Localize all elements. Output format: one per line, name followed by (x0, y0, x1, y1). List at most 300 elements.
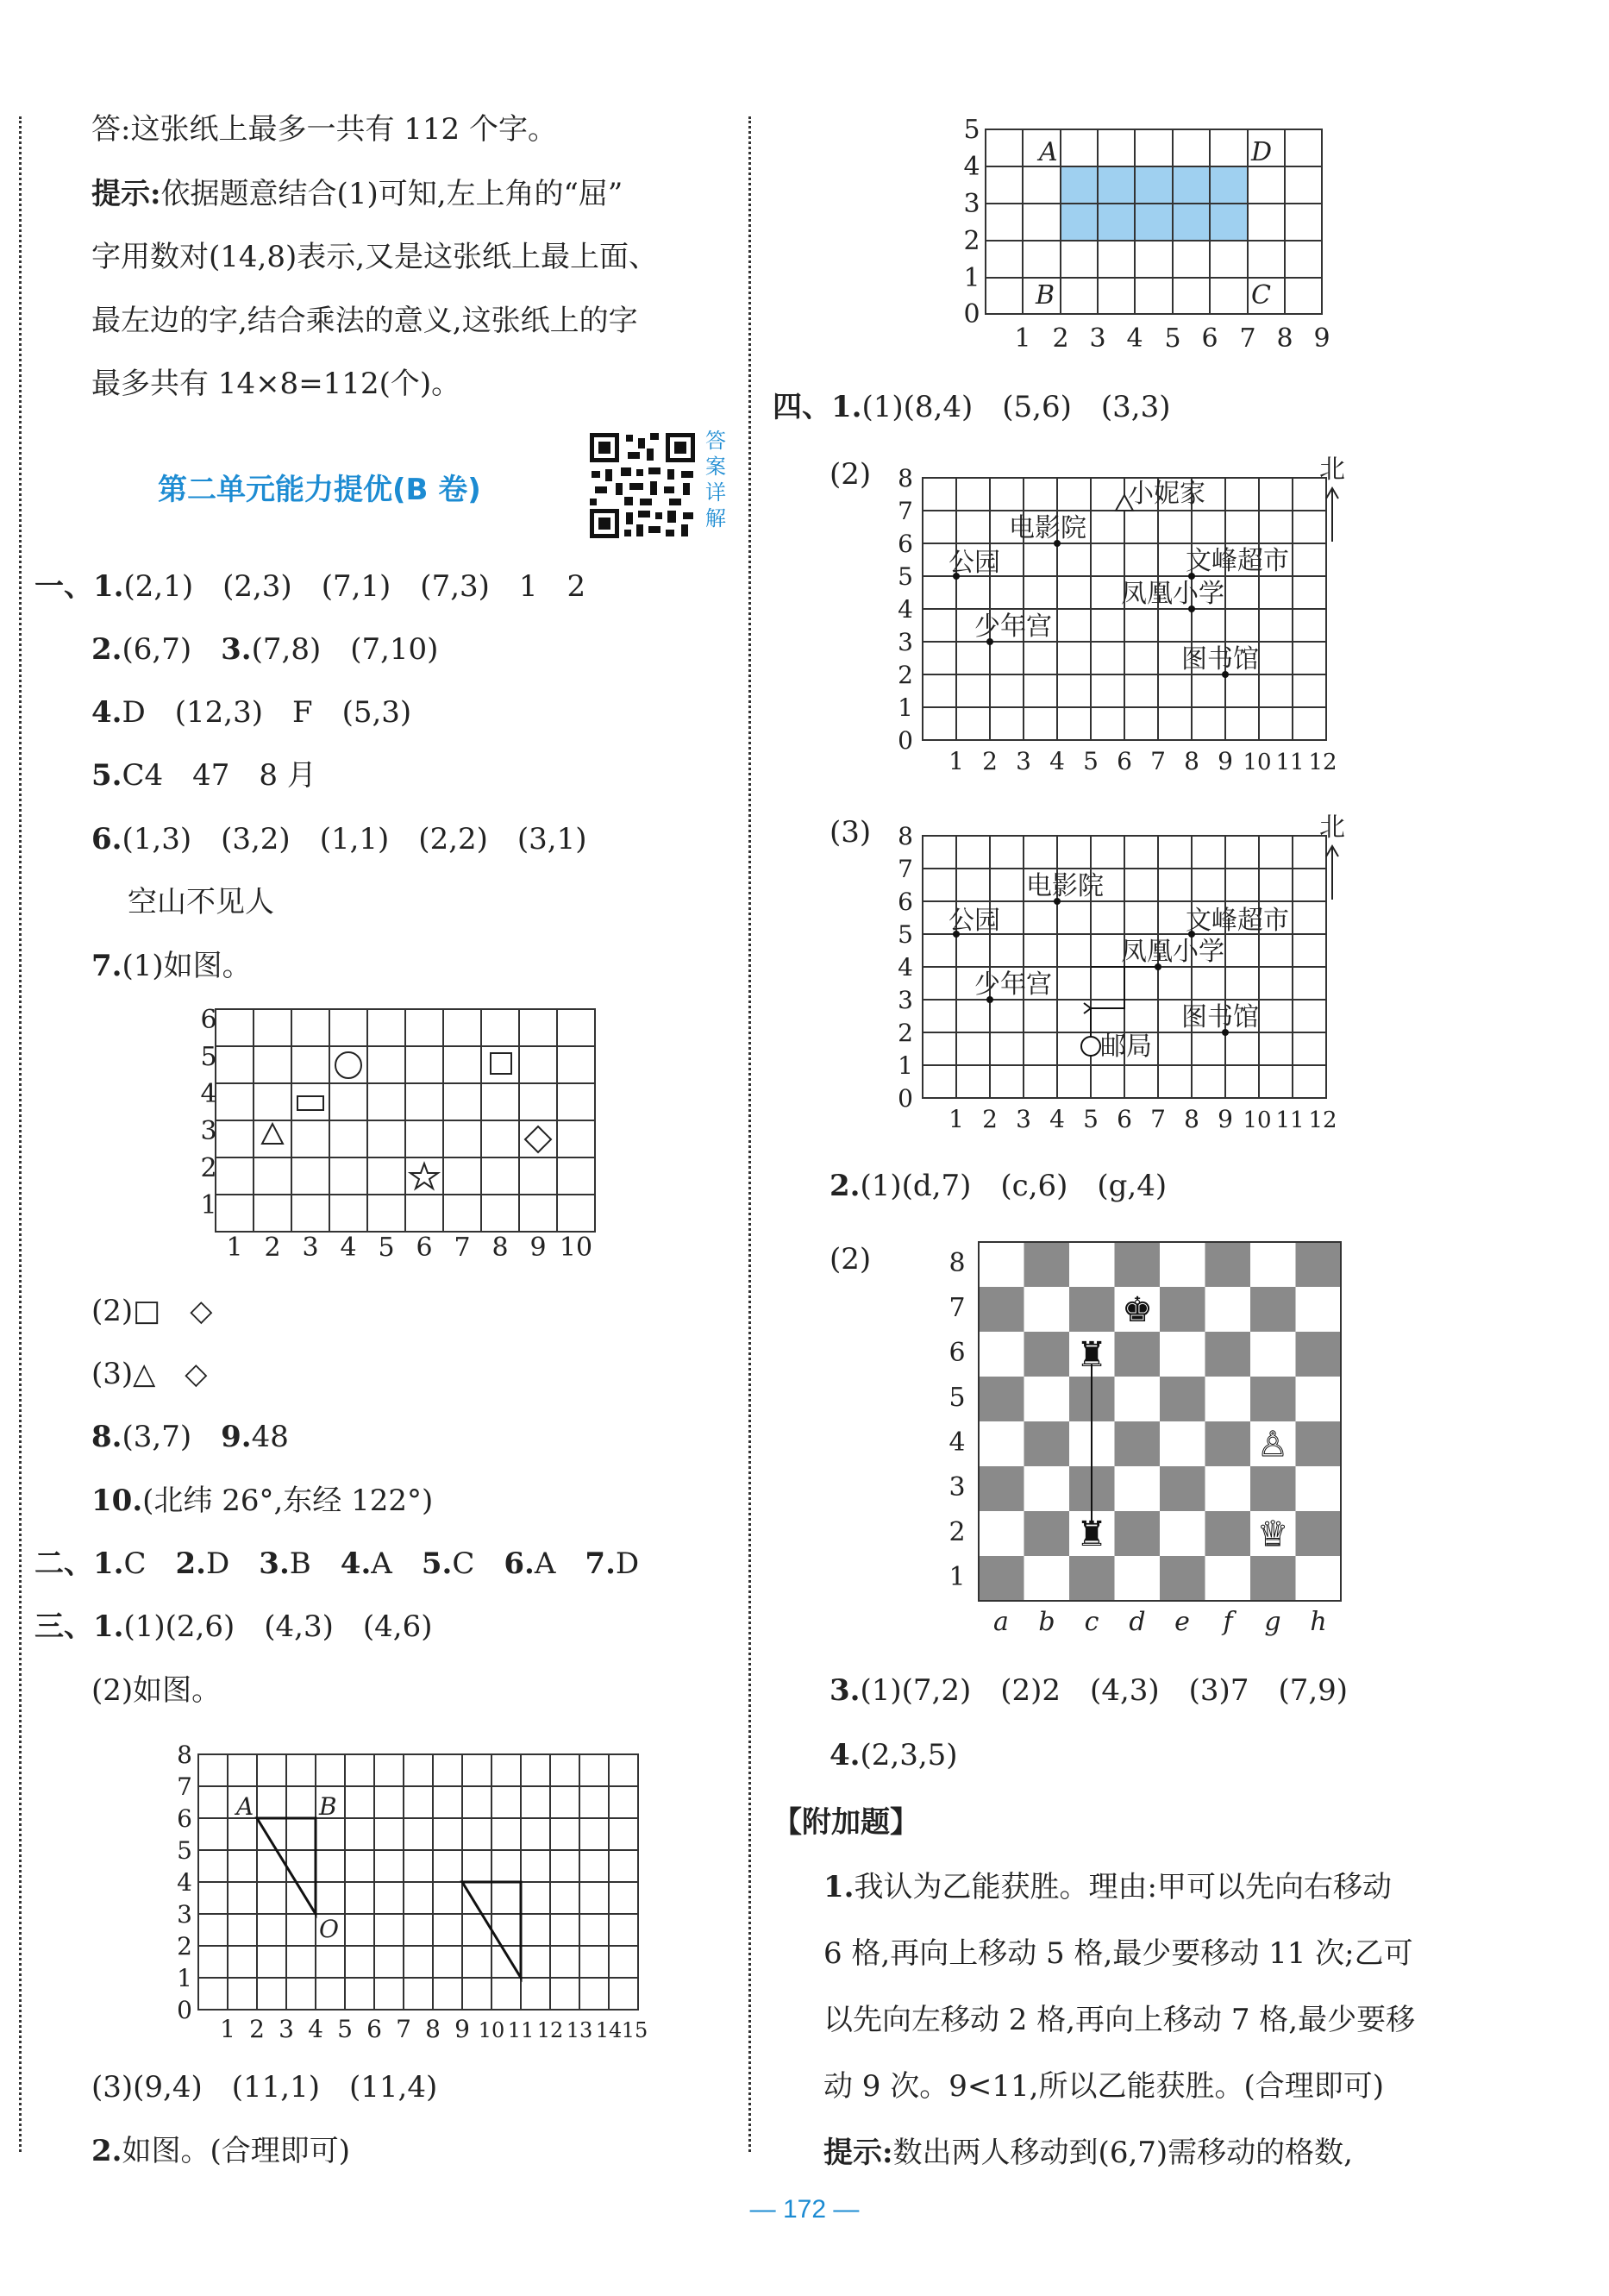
m2-x-5: 5 (1083, 747, 1099, 775)
q7-x-4: 4 (340, 1233, 357, 1259)
p2-ans-5: C (452, 1546, 475, 1581)
p3-x-13: 13 (566, 2018, 593, 2042)
board-square (1205, 1242, 1251, 1287)
p3-q2-text: 如图。(合理即可) (122, 2134, 351, 2168)
board-square (1024, 1421, 1070, 1466)
rect-label-d: D (1251, 137, 1273, 167)
p3-x-14: 14 (595, 2018, 623, 2042)
extra-title: 【附加题】 (773, 1805, 919, 1840)
p3-x-12: 12 (536, 2018, 564, 2042)
row-7: 7 (948, 1293, 966, 1323)
m2-x-3: 3 (1016, 747, 1031, 775)
m2-x-7: 7 (1150, 747, 1166, 775)
extra-hint-label: 提示: (823, 2136, 893, 2170)
board-square (1024, 1511, 1070, 1556)
part1-q7 (91, 949, 252, 983)
p2-num-3: 3. (259, 1546, 290, 1581)
m3-x-7: 7 (1150, 1105, 1166, 1133)
board-square (1160, 1242, 1205, 1287)
part1-q1 (34, 569, 585, 604)
q7-sub2: (2)□ ◇ (91, 1294, 213, 1328)
board-square (1250, 1287, 1296, 1332)
q9-num: 9. (221, 1420, 252, 1454)
m3-x-1: 1 (948, 1105, 964, 1133)
m2-y-1: 1 (898, 693, 913, 722)
board-square (1250, 1556, 1296, 1601)
board-square (1024, 1332, 1070, 1377)
m3-y-1: 1 (898, 1051, 913, 1080)
board-square (1160, 1377, 1205, 1421)
p2-num-5: 5. (421, 1546, 453, 1581)
q6-text2: 空山不见人 (128, 885, 274, 919)
board-square (979, 1242, 1024, 1287)
p3-q1-sub3: (3)(9,4) (11,1) (11,4) (91, 2070, 438, 2105)
q7-y-1: 1 (200, 1190, 217, 1220)
board-square (979, 1556, 1024, 1601)
board-square (1205, 1511, 1251, 1556)
q4-text: D (12,3) F (5,3) (122, 695, 412, 730)
board-square (1115, 1511, 1161, 1556)
m2-x-9: 9 (1218, 747, 1233, 775)
q2-num: 2. (91, 632, 122, 667)
q1-num: 1. (93, 569, 124, 604)
g1-x-6: 6 (1201, 323, 1218, 354)
m3-x-4: 4 (1049, 1105, 1065, 1133)
hint-text-1: 依据题意结合(1)可知,左上角的“屈” (160, 177, 623, 211)
m2-y-4: 4 (898, 595, 913, 624)
m3-x-12: 12 (1308, 1107, 1337, 1133)
m3-park: 公园 (948, 906, 1000, 936)
board-square (1250, 1466, 1296, 1511)
board-square (1296, 1466, 1342, 1511)
part1-label: 一、 (34, 569, 93, 604)
g1-x-5: 5 (1164, 323, 1181, 354)
q7-y-3: 3 (200, 1116, 217, 1146)
p4-q2-sub2: (2) (830, 1242, 872, 1277)
rect-label-b: B (1036, 280, 1055, 311)
board-square (1250, 1242, 1296, 1287)
section-title: 第二单元能力提优(B 卷) (158, 473, 481, 507)
diamond-shape (525, 1126, 551, 1152)
m3-y-8: 8 (898, 822, 913, 850)
rect-label-c: C (1251, 280, 1271, 311)
p3-x-3: 3 (279, 2015, 294, 2043)
p3-y-0: 0 (177, 1996, 192, 2024)
m3-x-2: 2 (982, 1105, 998, 1133)
m2-cinema: 电影院 (1009, 513, 1086, 543)
board-square (1160, 1466, 1205, 1511)
m3-x-9: 9 (1218, 1105, 1233, 1133)
part2-line (34, 1546, 639, 1581)
q10-num: 10. (91, 1484, 143, 1518)
label-a: A (236, 1792, 254, 1821)
q7-text: (1)如图。 (122, 949, 252, 983)
board-square (1024, 1556, 1070, 1601)
col-b: b (1038, 1607, 1055, 1637)
board-square (1069, 1242, 1115, 1287)
part1-q6 (91, 822, 587, 856)
col-f: f (1223, 1607, 1233, 1637)
board-square (1069, 1556, 1115, 1601)
part3-grid (164, 1734, 655, 2044)
g1-y-3: 3 (963, 189, 980, 219)
p4-q4-text: (2,3,5) (860, 1738, 958, 1772)
col-g: g (1264, 1607, 1281, 1637)
m3-school: 凤凰小学 (1121, 937, 1224, 967)
m3-y-7: 7 (898, 855, 913, 883)
p3-x-11: 11 (507, 2018, 535, 2042)
col-h: h (1310, 1607, 1327, 1637)
q7-x-8: 8 (491, 1233, 509, 1259)
q7-x-5: 5 (378, 1233, 395, 1259)
part4-label: 四、 (773, 390, 831, 424)
p2-ans-6: A (534, 1546, 556, 1581)
board-square (1115, 1421, 1161, 1466)
part4-q4 (830, 1738, 958, 1772)
row-6: 6 (948, 1338, 966, 1368)
p3-x-9: 9 (454, 2015, 470, 2043)
m2-x-6: 6 (1117, 747, 1132, 775)
m3-x-10: 10 (1243, 1107, 1272, 1133)
q7-x-3: 3 (302, 1233, 319, 1259)
p2-ans-4: A (371, 1546, 392, 1581)
m3-market: 文峰超市 (1186, 906, 1289, 936)
g1-x-3: 3 (1089, 323, 1106, 354)
g1-x-8: 8 (1276, 323, 1293, 354)
north-2 (1319, 455, 1345, 549)
board-square (1296, 1511, 1342, 1556)
p3-y-5: 5 (177, 1836, 192, 1865)
part1-q10 (91, 1484, 433, 1518)
board-square (1115, 1242, 1161, 1287)
p3-x-1: 1 (220, 2015, 235, 2043)
part4-q1 (773, 390, 1170, 424)
q7-y-4: 4 (200, 1079, 217, 1109)
q3-text: (7,8) (7,10) (251, 632, 439, 667)
m2-home: 小妮家 (1128, 479, 1205, 509)
q3-num: 3. (221, 632, 252, 667)
p3-y-4: 4 (177, 1868, 192, 1897)
circle-shape (335, 1052, 361, 1078)
p3-y-7: 7 (177, 1772, 192, 1801)
q7-x-6: 6 (416, 1233, 433, 1259)
p3-q1-num: 1. (93, 1609, 124, 1644)
board-square (979, 1332, 1024, 1377)
g1-y-5: 5 (963, 115, 980, 145)
col-a: a (993, 1607, 1009, 1637)
g1-x-7: 7 (1239, 323, 1256, 354)
board-square (979, 1421, 1024, 1466)
rectangle-shape (297, 1096, 323, 1110)
board-square (1024, 1242, 1070, 1287)
part1-q4 (91, 695, 411, 730)
q4-num: 4. (91, 695, 122, 730)
page-number: — 172 — (749, 2195, 860, 2224)
board-square (1069, 1287, 1115, 1332)
p3-x-15: 15 (621, 2018, 648, 2042)
qr-caption-1: 答 (705, 429, 726, 453)
p2-num-7: 7. (585, 1546, 616, 1581)
p3-x-2: 2 (249, 2015, 265, 2043)
black-rook-icon: ♜ (1076, 1335, 1107, 1375)
board-square (1115, 1332, 1161, 1377)
board-square (1205, 1287, 1251, 1332)
row-3: 3 (948, 1472, 966, 1502)
square-shape (491, 1053, 511, 1074)
chessboard (931, 1233, 1362, 1639)
extra-line-2: 6 格,再向上移动 5 格,最少要移动 11 次;乙可 (823, 1936, 1413, 1971)
part1-q2-q3 (91, 632, 438, 667)
rect-label-a: A (1039, 137, 1058, 167)
qr-caption (703, 428, 729, 531)
g1-x-2: 2 (1052, 323, 1069, 354)
m3-y-2: 2 (898, 1019, 913, 1047)
post-office-marker (1081, 1037, 1100, 1056)
p3-x-7: 7 (396, 2015, 411, 2043)
extra-hint (823, 2136, 1353, 2170)
m3-x-11: 11 (1275, 1107, 1305, 1133)
p2-num-6: 6. (504, 1546, 535, 1581)
p3-x-10: 10 (478, 2018, 505, 2042)
p2-ans-7: D (615, 1546, 640, 1581)
board-square (1024, 1466, 1070, 1511)
p3-y-3: 3 (177, 1900, 192, 1929)
p4-q3-text: (1)(7,2) (2)2 (4,3) (3)7 (7,9) (860, 1673, 1349, 1708)
p4-q4-num: 4. (830, 1738, 861, 1772)
m2-y-8: 8 (898, 464, 913, 492)
q7-y-2: 2 (200, 1153, 217, 1183)
m2-x-11: 11 (1275, 750, 1305, 775)
m3-x-6: 6 (1117, 1105, 1132, 1133)
m2-y-3: 3 (898, 628, 913, 656)
q1-text: (2,1) (2,3) (7,1) (7,3) 1 2 (123, 569, 586, 604)
map3-label: (3) (830, 815, 872, 850)
m2-x-10: 10 (1243, 750, 1272, 775)
col-d: d (1129, 1607, 1146, 1637)
white-pawn-icon: ♙ (1257, 1425, 1288, 1465)
q7-x-9: 9 (529, 1233, 547, 1259)
q7-x-1: 1 (226, 1233, 243, 1259)
p4-q2-text: (1)(d,7) (c,6) (g,4) (860, 1169, 1168, 1203)
g1-y-4: 4 (963, 152, 980, 182)
triangle-shape (262, 1124, 283, 1144)
part3-q2 (91, 2134, 350, 2168)
m2-y-2: 2 (898, 661, 913, 689)
g1-x-4: 4 (1126, 323, 1143, 354)
board-square (1205, 1421, 1251, 1466)
p3-y-2: 2 (177, 1932, 192, 1960)
white-queen-icon: ♛ (1257, 1515, 1288, 1554)
part4-q2 (830, 1169, 1167, 1203)
board-square (1160, 1421, 1205, 1466)
board-square (1296, 1377, 1342, 1421)
m3-y-6: 6 (898, 888, 913, 916)
row-2: 2 (948, 1517, 966, 1547)
m2-y-0: 0 (898, 726, 913, 755)
label-b: B (319, 1792, 337, 1821)
board-square (1296, 1242, 1342, 1287)
m3-x-3: 3 (1016, 1105, 1031, 1133)
part4-q3 (830, 1673, 1348, 1708)
q7-x-7: 7 (454, 1233, 471, 1259)
hint-label: 提示: (91, 177, 161, 211)
qr-caption-3: 详 (705, 480, 726, 505)
q7-x-2: 2 (264, 1233, 281, 1259)
board-square (1160, 1511, 1205, 1556)
row-8: 8 (948, 1248, 966, 1278)
extra-line-3: 以先向左移动 2 格,再向上移动 7 格,最少要移 (823, 2003, 1416, 2037)
p2-num-2: 2. (175, 1546, 207, 1581)
board-square (1296, 1287, 1342, 1332)
board-square (1160, 1332, 1205, 1377)
col-e: e (1174, 1607, 1190, 1637)
m3-x-5: 5 (1083, 1105, 1099, 1133)
q7-x-10: 10 (559, 1233, 593, 1259)
q7-y-5: 5 (200, 1042, 217, 1072)
part1-q8-q9 (91, 1420, 289, 1454)
g1-x-1: 1 (1014, 323, 1031, 354)
m2-youth: 少年宫 (974, 612, 1052, 642)
m2-x-1: 1 (948, 747, 964, 775)
m2-y-7: 7 (898, 497, 913, 525)
p3-y-1: 1 (177, 1964, 192, 1992)
board-square (979, 1466, 1024, 1511)
board-square (1115, 1556, 1161, 1601)
g1-y-0: 0 (963, 299, 980, 329)
m2-x-4: 4 (1049, 747, 1065, 775)
g1-y-1: 1 (963, 263, 980, 293)
p2-ans-1: C (123, 1546, 147, 1581)
board-square (1160, 1556, 1205, 1601)
p2-ans-3: B (289, 1546, 311, 1581)
extra-text-1: 我认为乙能获胜。理由:甲可以先向右移动 (854, 1870, 1392, 1904)
part2-label: 二、 (34, 1546, 93, 1581)
q5-text: C4 47 8 月 (122, 758, 316, 793)
m2-market: 文峰超市 (1186, 546, 1289, 576)
p3-q1-text: (1)(2,6) (4,3) (4,6) (123, 1609, 433, 1644)
m3-y-3: 3 (898, 986, 913, 1014)
board-square (1296, 1421, 1342, 1466)
answer-line: 答:这张纸上最多一共有 112 个字。 (91, 112, 557, 147)
part3-label: 三、 (34, 1609, 93, 1644)
map2-label: (2) (830, 457, 872, 492)
m3-y-4: 4 (898, 953, 913, 982)
board-square (1024, 1287, 1070, 1332)
extra-num: 1. (823, 1870, 855, 1904)
black-rook-moved-icon: ♜ (1076, 1515, 1107, 1554)
hint-line-3: 最左边的字,结合乘法的意义,这张纸上的字 (91, 304, 638, 338)
q10-text: (北纬 26°,东经 122°) (142, 1484, 434, 1518)
north-3 (1319, 813, 1345, 906)
board-square (1115, 1466, 1161, 1511)
p2-num-1: 1. (93, 1546, 124, 1581)
q9-text: 48 (251, 1420, 289, 1454)
q7-sub3: (3)△ ◇ (91, 1357, 208, 1391)
board-square (1024, 1377, 1070, 1421)
qr-code[interactable] (586, 430, 698, 542)
board-square (1296, 1556, 1342, 1601)
part3-q1 (34, 1609, 432, 1644)
g1-x-9: 9 (1313, 323, 1330, 354)
q7-grid (190, 1001, 604, 1259)
label-o: O (319, 1915, 339, 1943)
m3-library: 图书馆 (1181, 1002, 1259, 1032)
part1-q5 (91, 758, 316, 793)
q6-num: 6. (91, 822, 122, 856)
north-arrow-icon (1319, 485, 1345, 545)
q5-num: 5. (91, 758, 122, 793)
p3-x-5: 5 (337, 2015, 353, 2043)
q8-num: 8. (91, 1420, 122, 1454)
m2-park: 公园 (948, 548, 1000, 578)
m2-x-12: 12 (1308, 750, 1337, 775)
hint-line-2: 字用数对(14,8)表示,又是这张纸上最上面、 (91, 240, 659, 274)
board-square (1250, 1377, 1296, 1421)
p3-q2-num: 2. (91, 2134, 122, 2168)
hint-line-4: 最多共有 14×8=112(个)。 (91, 367, 461, 401)
map-grid-3 (888, 812, 1371, 1134)
left-margin-line (19, 116, 22, 2152)
g1-y-2: 2 (963, 226, 980, 256)
m2-y-6: 6 (898, 530, 913, 558)
m2-school: 凤凰小学 (1121, 579, 1224, 609)
board-square (1250, 1332, 1296, 1377)
p4-q1-text: (1)(8,4) (5,6) (3,3) (861, 390, 1171, 424)
hint-line-1 (91, 177, 623, 211)
star-shape (410, 1164, 438, 1189)
m3-youth: 少年宫 (974, 969, 1052, 1000)
rectangle-grid (953, 112, 1341, 354)
extra-hint-text: 数出两人移动到(6,7)需移动的格数, (892, 2136, 1353, 2170)
q2-text: (6,7) (122, 632, 192, 667)
p4-q1-num: 1. (831, 390, 862, 424)
north-3-label: 北 (1319, 812, 1345, 843)
map-grid-2 (888, 457, 1371, 776)
m3-post: 邮局 (1100, 1032, 1152, 1062)
q6-text: (1,3) (3,2) (1,1) (2,2) (3,1) (122, 822, 587, 856)
board-square (1205, 1556, 1251, 1601)
p3-x-4: 4 (308, 2015, 323, 2043)
board-square (1115, 1377, 1161, 1421)
board-square (1296, 1332, 1342, 1377)
m3-x-8: 8 (1184, 1105, 1199, 1133)
board-square (1205, 1466, 1251, 1511)
north-2-label: 北 (1319, 455, 1345, 485)
m2-library: 图书馆 (1181, 644, 1259, 674)
board-square (979, 1287, 1024, 1332)
p3-q1-sub2: (2)如图。 (91, 1673, 222, 1708)
q7-num: 7. (91, 949, 122, 983)
p3-y-6: 6 (177, 1804, 192, 1833)
board-square (979, 1377, 1024, 1421)
p2-num-4: 4. (340, 1546, 372, 1581)
qr-caption-4: 解 (705, 506, 726, 530)
m3-cinema: 电影院 (1026, 871, 1104, 901)
black-king-icon: ♚ (1122, 1290, 1153, 1330)
extra-line-1 (823, 1870, 1392, 1904)
p3-x-8: 8 (425, 2015, 441, 2043)
row-4: 4 (948, 1427, 966, 1458)
q8-text: (3,7) (122, 1420, 192, 1454)
row-5: 5 (948, 1383, 966, 1413)
extra-line-4: 动 9 次。9<11,所以乙能获胜。(合理即可) (823, 2069, 1384, 2104)
board-square (1205, 1377, 1251, 1421)
p4-q3-num: 3. (830, 1673, 861, 1708)
p3-y-8: 8 (177, 1741, 192, 1769)
p4-q2-num: 2. (830, 1169, 861, 1203)
board-square (1205, 1332, 1251, 1377)
board-square (1160, 1287, 1205, 1332)
